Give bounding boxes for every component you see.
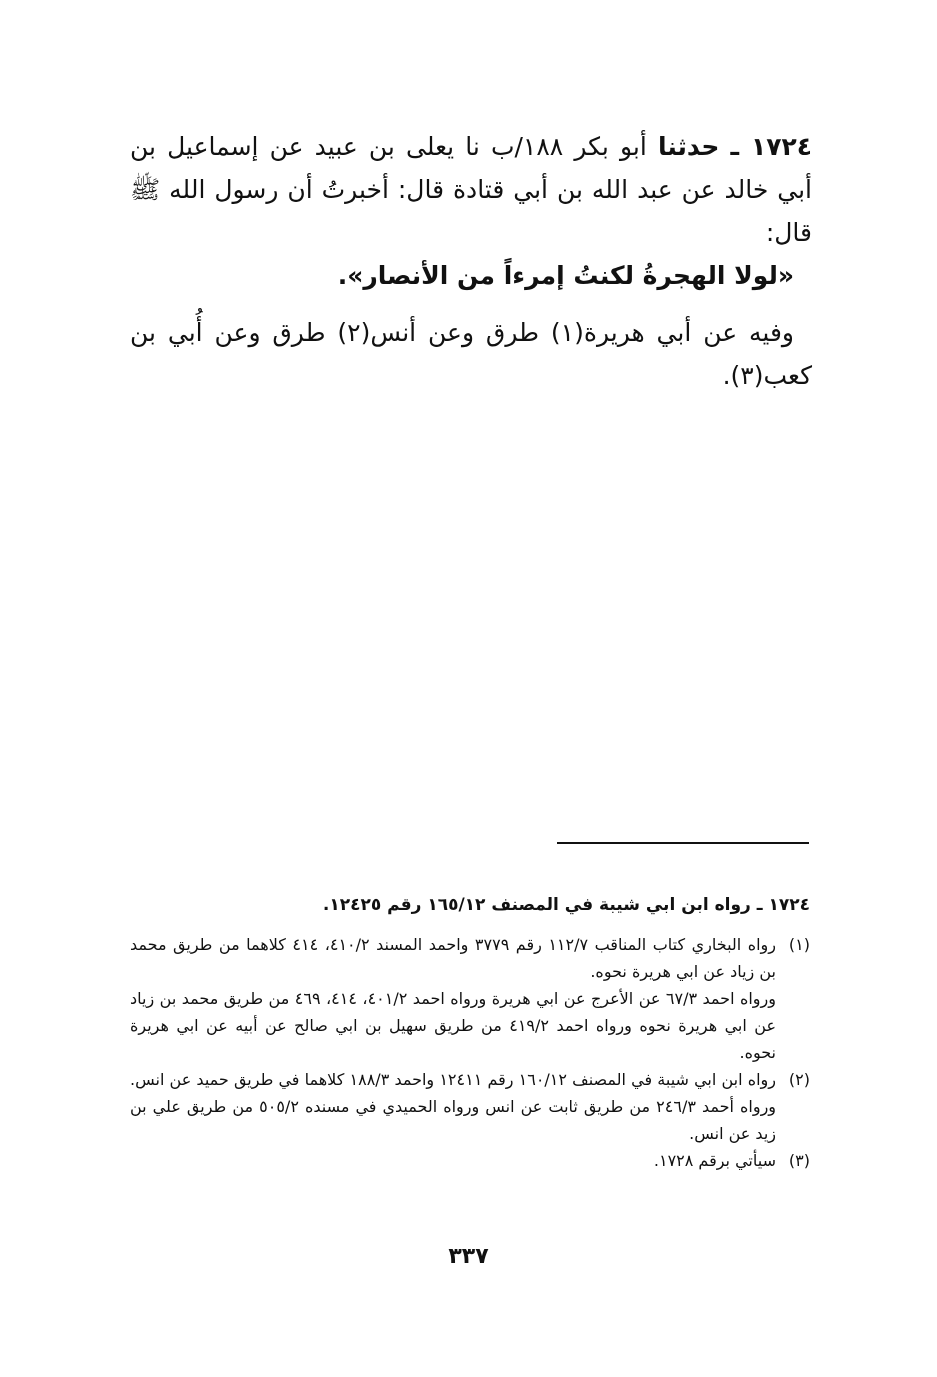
footnote-1 (130, 931, 810, 985)
footnote-separator (557, 842, 809, 844)
hadith-paragraph (130, 125, 812, 254)
footnote-3 (130, 1147, 810, 1174)
hadith-matn: «لولا الهجرةُ لكنتُ إمرءاً من الأنصار». (337, 261, 794, 290)
footnote-2 (130, 1066, 810, 1147)
footnotes (130, 892, 810, 1174)
footnote-marker: (١) (788, 935, 810, 954)
footnote-main: ١٧٢٤ ـ رواه ابن ابي شيبة في المصنف ١٦٥/١٢ رقم ١٢٤٢٥. (322, 895, 810, 915)
footnote-text: رواه البخاري كتاب المناقب ١١٢/٧ رقم ٣٧٧٩ واحمد المسند ٤١٠/٢، ٤١٤ كلاهما من طريق محمد بن زياد عن ابي هريرة نحوه. (130, 935, 777, 981)
footnote-text: سيأتي برقم ١٧٢٨. (653, 1151, 776, 1170)
hadith-text (130, 125, 812, 397)
isnad-text: أبو بكر ١٨٨/ب نا يعلى بن عبيد عن إسماعيل بن أبي خالد عن عبد الله بن أبي قتادة قال: أخبرتُ أن رسول الله ﷺ قال: (130, 132, 812, 247)
page-number: ٣٣٧ (448, 1244, 489, 1269)
isnad-head: حدثنا (657, 132, 720, 161)
hadith-extra-routes: وفيه عن أبي هريرة(١) طرق وعن أنس(٢) طرق وعن أُبي بن كعب(٣). (130, 318, 812, 390)
footnote-marker: (٣) (788, 1151, 810, 1170)
hadith-number: ١٧٢٤ ـ (730, 132, 812, 161)
footnote-1-continued: ورواه احمد ٦٧/٣ عن الأعرج عن ابي هريرة ورواه احمد ٤٠١/٢، ٤١٤، ٤٦٩ من طريق محمد بن زياد عن ابي هريرة نحوه ورواه احمد ٤١٩/٢ من طريق سهيل بن ابي صالح عن أبيه عن ابي هريرة نحوه. (130, 989, 777, 1062)
footnote-marker: (٢) (788, 1070, 810, 1089)
footnote-text: رواه ابن ابي شيبة في المصنف ١٦٠/١٢ رقم ١٢٤١١ واحمد ١٨٨/٣ كلاهما في طريق حميد عن انس. ورواه أحمد ٢٤٦/٣ من طريق ثابت عن انس ورواه الحميدي في مسنده ٥٠٥/٢ من طريق علي بن زيد عن انس. (130, 1070, 777, 1143)
